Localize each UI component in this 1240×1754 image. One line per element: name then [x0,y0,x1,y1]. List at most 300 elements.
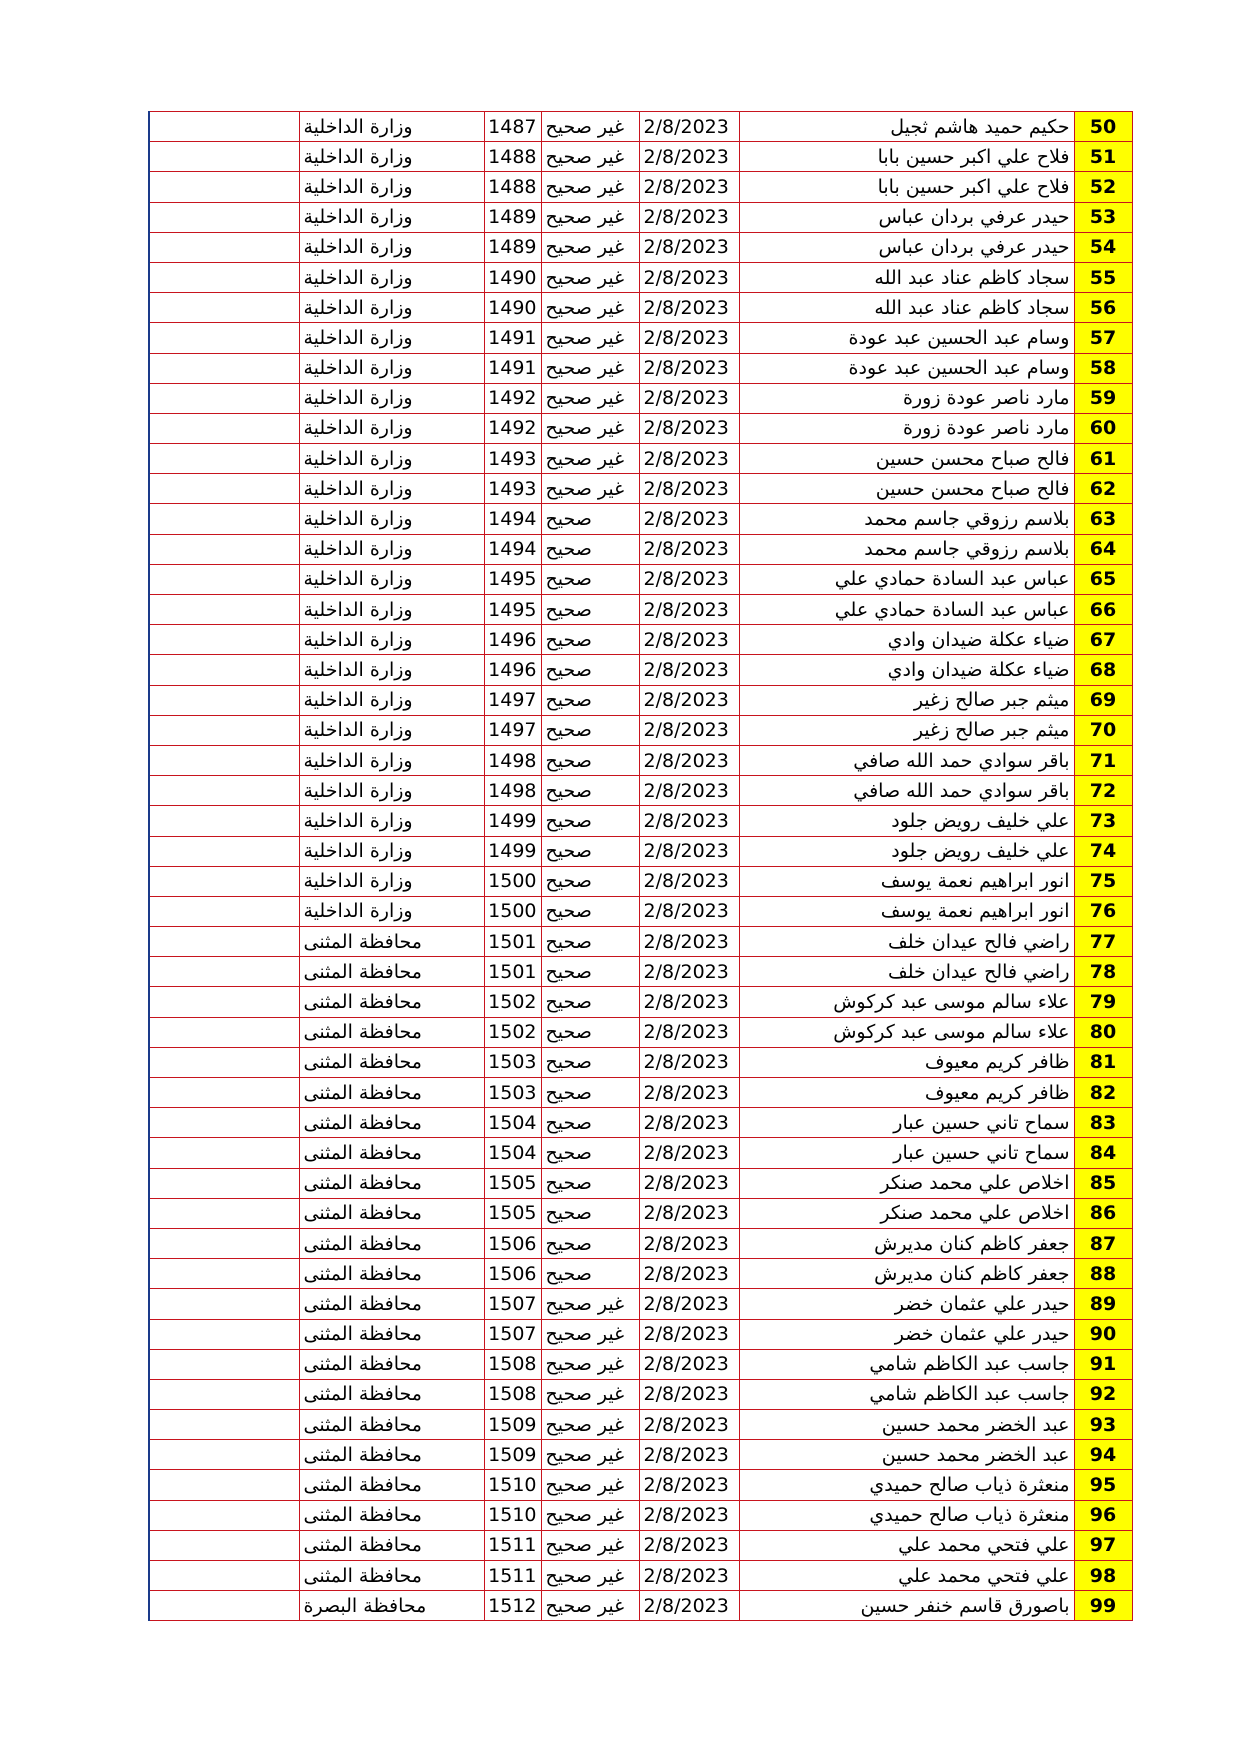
row-number-cell: 66 [1074,595,1132,625]
date-cell: 2/8/2023 [639,202,739,232]
date-cell: 2/8/2023 [639,353,739,383]
empty-cell [149,987,299,1017]
table-row [149,142,1132,172]
empty-cell [149,1289,299,1319]
table-row [149,1168,1132,1198]
date-cell: 2/8/2023 [639,987,739,1017]
row-number-cell: 94 [1074,1440,1132,1470]
code-cell: 1498 [484,776,541,806]
table-row [149,655,1132,685]
empty-cell [149,927,299,957]
status-cell: صحيح [541,1198,639,1228]
name-cell: حكيم حميد هاشم ثجيل [739,112,1074,142]
name-cell: عبد الخضر محمد حسين [739,1440,1074,1470]
organization-cell: وزارة الداخلية [299,595,484,625]
status-cell: صحيح [541,957,639,987]
name-cell: فالح صباح محسن حسين [739,474,1074,504]
name-cell: وسام عبد الحسين عبد عودة [739,353,1074,383]
status-cell: غير صحيح [541,474,639,504]
table-row [149,896,1132,926]
name-cell: عبد الخضر محمد حسين [739,1410,1074,1440]
records-table [148,111,1133,1621]
date-cell: 2/8/2023 [639,806,739,836]
name-cell: ضياء عكلة ضيدان وادي [739,625,1074,655]
organization-cell: محافظة المثنى [299,1017,484,1047]
name-cell: حيدر علي عثمان خضر [739,1319,1074,1349]
empty-cell [149,1561,299,1591]
row-number-cell: 50 [1074,112,1132,142]
name-cell: عباس عبد السادة حمادي علي [739,595,1074,625]
row-number-cell: 67 [1074,625,1132,655]
date-cell: 2/8/2023 [639,1108,739,1138]
date-cell: 2/8/2023 [639,595,739,625]
organization-cell: وزارة الداخلية [299,685,484,715]
name-cell: مارد ناصر عودة زورة [739,413,1074,443]
row-number-cell: 57 [1074,323,1132,353]
organization-cell: وزارة الداخلية [299,323,484,353]
name-cell: جعفر كاظم كنان مديرش [739,1228,1074,1258]
code-cell: 1506 [484,1228,541,1258]
status-cell: صحيح [541,655,639,685]
table-row [149,1500,1132,1530]
organization-cell: وزارة الداخلية [299,715,484,745]
status-cell: صحيح [541,1168,639,1198]
table-row [149,1198,1132,1228]
empty-cell [149,745,299,775]
organization-cell: وزارة الداخلية [299,655,484,685]
name-cell: حيدر علي عثمان خضر [739,1289,1074,1319]
organization-cell: وزارة الداخلية [299,534,484,564]
table-row [149,413,1132,443]
table-row [149,293,1132,323]
code-cell: 1507 [484,1319,541,1349]
empty-cell [149,625,299,655]
name-cell: باقر سوادي حمد الله صافي [739,745,1074,775]
row-number-cell: 84 [1074,1138,1132,1168]
name-cell: باصورق قاسم خنفر حسين [739,1591,1074,1621]
organization-cell: وزارة الداخلية [299,293,484,323]
status-cell: غير صحيح [541,1410,639,1440]
date-cell: 2/8/2023 [639,1047,739,1077]
status-cell: صحيح [541,564,639,594]
date-cell: 2/8/2023 [639,142,739,172]
empty-cell [149,1078,299,1108]
empty-cell [149,685,299,715]
row-number-cell: 74 [1074,836,1132,866]
row-number-cell: 69 [1074,685,1132,715]
date-cell: 2/8/2023 [639,1591,739,1621]
table-row [149,112,1132,142]
code-cell: 1499 [484,806,541,836]
name-cell: انور ابراهيم نعمة يوسف [739,866,1074,896]
status-cell: صحيح [541,1138,639,1168]
status-cell: صحيح [541,534,639,564]
row-number-cell: 86 [1074,1198,1132,1228]
name-cell: وسام عبد الحسين عبد عودة [739,323,1074,353]
organization-cell: محافظة المثنى [299,1561,484,1591]
code-cell: 1510 [484,1470,541,1500]
table-row [149,715,1132,745]
name-cell: ظافر كريم معيوف [739,1078,1074,1108]
status-cell: صحيح [541,987,639,1017]
code-cell: 1495 [484,595,541,625]
organization-cell: وزارة الداخلية [299,232,484,262]
row-number-cell: 95 [1074,1470,1132,1500]
row-number-cell: 91 [1074,1349,1132,1379]
table-row [149,595,1132,625]
date-cell: 2/8/2023 [639,444,739,474]
code-cell: 1490 [484,293,541,323]
empty-cell [149,413,299,443]
code-cell: 1511 [484,1530,541,1560]
organization-cell: وزارة الداخلية [299,776,484,806]
organization-cell: محافظة المثنى [299,1289,484,1319]
table-row [149,1470,1132,1500]
code-cell: 1497 [484,685,541,715]
empty-cell [149,866,299,896]
status-cell: صحيح [541,776,639,806]
table-row [149,1138,1132,1168]
date-cell: 2/8/2023 [639,232,739,262]
empty-cell [149,1047,299,1077]
name-cell: مارد ناصر عودة زورة [739,383,1074,413]
date-cell: 2/8/2023 [639,1410,739,1440]
date-cell: 2/8/2023 [639,776,739,806]
date-cell: 2/8/2023 [639,1259,739,1289]
table-row [149,383,1132,413]
organization-cell: وزارة الداخلية [299,745,484,775]
empty-cell [149,1470,299,1500]
name-cell: علي خليف رويض جلود [739,806,1074,836]
name-cell: جاسب عبد الكاظم شامي [739,1349,1074,1379]
empty-cell [149,323,299,353]
table-row [149,474,1132,504]
table-row [149,1440,1132,1470]
status-cell: صحيح [541,715,639,745]
empty-cell [149,172,299,202]
row-number-cell: 76 [1074,896,1132,926]
code-cell: 1505 [484,1198,541,1228]
name-cell: اخلاص علي محمد صنكر [739,1198,1074,1228]
organization-cell: وزارة الداخلية [299,625,484,655]
row-number-cell: 70 [1074,715,1132,745]
date-cell: 2/8/2023 [639,1138,739,1168]
empty-cell [149,896,299,926]
empty-cell [149,1228,299,1258]
table-row [149,353,1132,383]
status-cell: غير صحيح [541,1591,639,1621]
date-cell: 2/8/2023 [639,1561,739,1591]
name-cell: ميثم جبر صالح زغير [739,715,1074,745]
status-cell: صحيح [541,625,639,655]
row-number-cell: 59 [1074,383,1132,413]
code-cell: 1488 [484,172,541,202]
organization-cell: وزارة الداخلية [299,202,484,232]
organization-cell: وزارة الداخلية [299,474,484,504]
date-cell: 2/8/2023 [639,413,739,443]
empty-cell [149,383,299,413]
date-cell: 2/8/2023 [639,1319,739,1349]
organization-cell: وزارة الداخلية [299,112,484,142]
name-cell: اخلاص علي محمد صنكر [739,1168,1074,1198]
row-number-cell: 71 [1074,745,1132,775]
table-row [149,1047,1132,1077]
empty-cell [149,262,299,292]
table-row [149,232,1132,262]
organization-cell: محافظة المثنى [299,927,484,957]
empty-cell [149,715,299,745]
table-row [149,504,1132,534]
row-number-cell: 64 [1074,534,1132,564]
name-cell: انور ابراهيم نعمة يوسف [739,896,1074,926]
row-number-cell: 92 [1074,1379,1132,1409]
date-cell: 2/8/2023 [639,1017,739,1047]
code-cell: 1505 [484,1168,541,1198]
name-cell: باقر سوادي حمد الله صافي [739,776,1074,806]
code-cell: 1502 [484,1017,541,1047]
organization-cell: وزارة الداخلية [299,142,484,172]
table-row [149,202,1132,232]
name-cell: حيدر عرفي بردان عباس [739,202,1074,232]
organization-cell: محافظة المثنى [299,1078,484,1108]
code-cell: 1499 [484,836,541,866]
date-cell: 2/8/2023 [639,323,739,353]
empty-cell [149,1138,299,1168]
name-cell: علي فتحي محمد علي [739,1530,1074,1560]
code-cell: 1508 [484,1349,541,1379]
table-row [149,172,1132,202]
code-cell: 1490 [484,262,541,292]
code-cell: 1489 [484,202,541,232]
code-cell: 1501 [484,927,541,957]
organization-cell: وزارة الداخلية [299,896,484,926]
code-cell: 1503 [484,1047,541,1077]
table-row [149,806,1132,836]
empty-cell [149,1349,299,1379]
status-cell: غير صحيح [541,172,639,202]
date-cell: 2/8/2023 [639,383,739,413]
code-cell: 1494 [484,504,541,534]
organization-cell: محافظة المثنى [299,1410,484,1440]
code-cell: 1494 [484,534,541,564]
status-cell: غير صحيح [541,1470,639,1500]
row-number-cell: 89 [1074,1289,1132,1319]
date-cell: 2/8/2023 [639,655,739,685]
table-row [149,1379,1132,1409]
row-number-cell: 98 [1074,1561,1132,1591]
row-number-cell: 75 [1074,866,1132,896]
organization-cell: وزارة الداخلية [299,806,484,836]
organization-cell: محافظة المثنى [299,1228,484,1258]
empty-cell [149,595,299,625]
organization-cell: محافظة المثنى [299,1198,484,1228]
row-number-cell: 60 [1074,413,1132,443]
empty-cell [149,957,299,987]
date-cell: 2/8/2023 [639,172,739,202]
status-cell: صحيح [541,745,639,775]
name-cell: ضياء عكلة ضيدان وادي [739,655,1074,685]
code-cell: 1495 [484,564,541,594]
name-cell: عباس عبد السادة حمادي علي [739,564,1074,594]
status-cell: غير صحيح [541,232,639,262]
empty-cell [149,142,299,172]
status-cell: غير صحيح [541,383,639,413]
row-number-cell: 65 [1074,564,1132,594]
name-cell: ظافر كريم معيوف [739,1047,1074,1077]
date-cell: 2/8/2023 [639,896,739,926]
organization-cell: محافظة المثنى [299,1470,484,1500]
date-cell: 2/8/2023 [639,504,739,534]
table-row [149,685,1132,715]
organization-cell: وزارة الداخلية [299,413,484,443]
date-cell: 2/8/2023 [639,1349,739,1379]
code-cell: 1497 [484,715,541,745]
name-cell: راضي فالح عيدان خلف [739,957,1074,987]
name-cell: ميثم جبر صالح زغير [739,685,1074,715]
date-cell: 2/8/2023 [639,1379,739,1409]
date-cell: 2/8/2023 [639,1289,739,1319]
empty-cell [149,1108,299,1138]
row-number-cell: 58 [1074,353,1132,383]
name-cell: فالح صباح محسن حسين [739,444,1074,474]
row-number-cell: 88 [1074,1259,1132,1289]
code-cell: 1504 [484,1108,541,1138]
status-cell: صحيح [541,806,639,836]
organization-cell: محافظة المثنى [299,1349,484,1379]
date-cell: 2/8/2023 [639,262,739,292]
code-cell: 1503 [484,1078,541,1108]
date-cell: 2/8/2023 [639,112,739,142]
code-cell: 1492 [484,383,541,413]
status-cell: صحيح [541,504,639,534]
name-cell: راضي فالح عيدان خلف [739,927,1074,957]
row-number-cell: 83 [1074,1108,1132,1138]
name-cell: بلاسم رزوقي جاسم محمد [739,534,1074,564]
table-row [149,1561,1132,1591]
code-cell: 1487 [484,112,541,142]
organization-cell: محافظة المثنى [299,1500,484,1530]
code-cell: 1502 [484,987,541,1017]
status-cell: غير صحيح [541,1500,639,1530]
row-number-cell: 68 [1074,655,1132,685]
row-number-cell: 96 [1074,1500,1132,1530]
row-number-cell: 93 [1074,1410,1132,1440]
organization-cell: وزارة الداخلية [299,383,484,413]
code-cell: 1508 [484,1379,541,1409]
status-cell: غير صحيح [541,262,639,292]
row-number-cell: 62 [1074,474,1132,504]
organization-cell: وزارة الداخلية [299,353,484,383]
date-cell: 2/8/2023 [639,625,739,655]
table-row [149,836,1132,866]
date-cell: 2/8/2023 [639,685,739,715]
table-row [149,1078,1132,1108]
name-cell: حيدر عرفي بردان عباس [739,232,1074,262]
status-cell: صحيح [541,836,639,866]
status-cell: غير صحيح [541,1289,639,1319]
row-number-cell: 53 [1074,202,1132,232]
name-cell: علاء سالم موسى عبد كركوش [739,987,1074,1017]
date-cell: 2/8/2023 [639,927,739,957]
code-cell: 1491 [484,323,541,353]
organization-cell: محافظة المثنى [299,1138,484,1168]
table-row [149,564,1132,594]
code-cell: 1501 [484,957,541,987]
status-cell: غير صحيح [541,1319,639,1349]
status-cell: صحيح [541,1017,639,1047]
organization-cell: وزارة الداخلية [299,444,484,474]
date-cell: 2/8/2023 [639,293,739,323]
empty-cell [149,1530,299,1560]
table-row [149,1228,1132,1258]
code-cell: 1489 [484,232,541,262]
organization-cell: محافظة المثنى [299,1319,484,1349]
empty-cell [149,232,299,262]
organization-cell: محافظة المثنى [299,1530,484,1560]
code-cell: 1511 [484,1561,541,1591]
status-cell: صحيح [541,685,639,715]
table-row [149,1349,1132,1379]
name-cell: جعفر كاظم كنان مديرش [739,1259,1074,1289]
table-row [149,1017,1132,1047]
empty-cell [149,534,299,564]
status-cell: غير صحيح [541,112,639,142]
status-cell: صحيح [541,927,639,957]
name-cell: منعثرة ذياب صالح حميدي [739,1470,1074,1500]
code-cell: 1492 [484,413,541,443]
row-number-cell: 73 [1074,806,1132,836]
empty-cell [149,806,299,836]
status-cell: غير صحيح [541,1440,639,1470]
name-cell: سجاد كاظم عناد عبد الله [739,262,1074,292]
empty-cell [149,1379,299,1409]
organization-cell: وزارة الداخلية [299,564,484,594]
row-number-cell: 63 [1074,504,1132,534]
code-cell: 1493 [484,444,541,474]
empty-cell [149,655,299,685]
table-row [149,1591,1132,1621]
date-cell: 2/8/2023 [639,745,739,775]
empty-cell [149,353,299,383]
date-cell: 2/8/2023 [639,474,739,504]
row-number-cell: 81 [1074,1047,1132,1077]
table-row [149,1259,1132,1289]
date-cell: 2/8/2023 [639,866,739,896]
name-cell: علاء سالم موسى عبد كركوش [739,1017,1074,1047]
code-cell: 1500 [484,866,541,896]
status-cell: صحيح [541,866,639,896]
name-cell: سماح تاني حسين عبار [739,1138,1074,1168]
date-cell: 2/8/2023 [639,1500,739,1530]
organization-cell: وزارة الداخلية [299,172,484,202]
organization-cell: محافظة المثنى [299,957,484,987]
empty-cell [149,1319,299,1349]
table-row [149,1410,1132,1440]
date-cell: 2/8/2023 [639,715,739,745]
empty-cell [149,836,299,866]
table-row [149,957,1132,987]
name-cell: فلاح علي اكبر حسين بابا [739,142,1074,172]
name-cell: علي خليف رويض جلود [739,836,1074,866]
row-number-cell: 87 [1074,1228,1132,1258]
code-cell: 1500 [484,896,541,926]
name-cell: سماح تاني حسين عبار [739,1108,1074,1138]
empty-cell [149,564,299,594]
date-cell: 2/8/2023 [639,1530,739,1560]
organization-cell: محافظة المثنى [299,1440,484,1470]
row-number-cell: 54 [1074,232,1132,262]
code-cell: 1507 [484,1289,541,1319]
